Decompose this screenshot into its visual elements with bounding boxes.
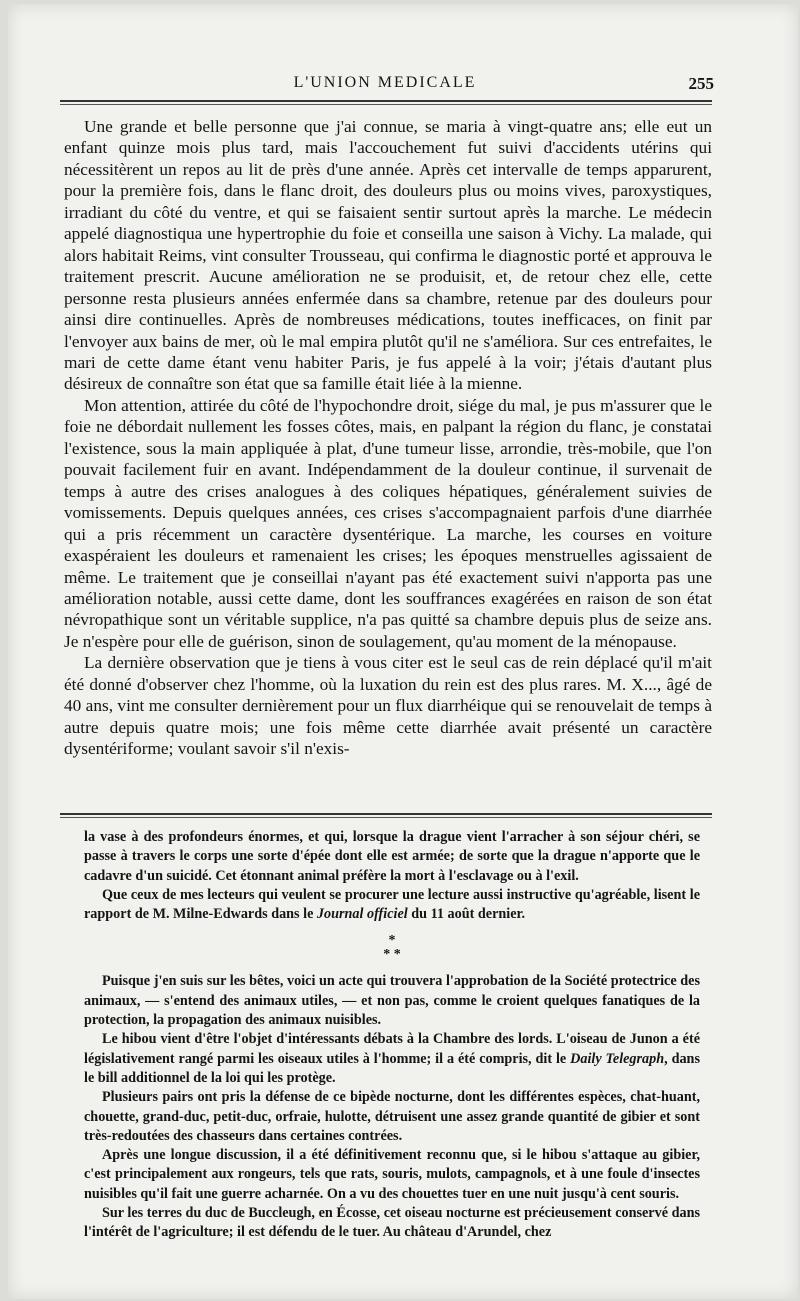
feuilleton-paragraph: Puisque j'en suis sur les bêtes, voici un acte qui trouvera l'approbation de la Société protectrice des animaux, — s'entend des animaux utiles, — et non pas, comme le croient quelques fanatiques de la protection, la propagation des animaux nuisibles. (84, 973, 700, 1029)
feuilleton-text: Le hibou vient d'être l'objet d'intéressants débats à la Chambre des lords. L'oiseau de Junon a été législativement rangé parmi les oiseaux utiles à l'homme; il a été compris, dit le (84, 1031, 700, 1067)
feuilleton-text: du 11 août dernier. (407, 906, 526, 923)
main-article (64, 116, 712, 760)
feuilleton-text: Que ceux de mes lecteurs qui veulent se procurer une lecture aussi instructive qu'agréable, lisent le rapport de M. Milne-Edwards dans le (84, 886, 700, 923)
feuilleton-paragraph (84, 886, 700, 925)
feuilleton-rule (60, 813, 712, 818)
feuilleton-text: , dans le bill additionnel de la loi qui les protège. (84, 1050, 700, 1086)
daily-telegraph-ref: Daily Telegraph (570, 1050, 665, 1067)
page-number: 255 (688, 74, 714, 93)
article-paragraph: Une grande et belle personne que j'ai connue, se maria à vingt-quatre ans; elle eut un enfant quinze mois plus tard, mais l'accouchement fut suivi d'accidents utérins qui nécessitèrent un repos au lit de près d'une année. Après cet intervalle de temps apparurent, pour la première fois, dans le flanc droit, des douleurs plus ou moins vives, paroxystiques, irradiant du côté du ventre, et qui se faisaient sentir surtout après la marche. Le médecin appelé diagnostiqua une hypertrophie du foie et conseilla une saison à Vichy. La malade, qui alors habitait Reims, vint consulter Trousseau, qui confirma le diagnostic porté et approuva le traitement prescrit. Aucune amélioration ne se produisit, et, de retour chez elle, cette personne resta plusieurs années enfermée dans sa chambre, retenue par des douleurs pour ainsi dire continuelles. Après de nombreuses médications, toutes inefficaces, on finit par l'envoyer aux bains de mer, où le mal empira plutôt qu'il ne s'améliora. Sur ces entrefaites, le mari de cette dame étant venu habiter Paris, je fus appelé à la voir; j'étais d'autant plus désireux de connaître son état que sa famille était liée à la mienne. (64, 117, 712, 394)
asterism (84, 924, 700, 972)
asterism-bottom: * * (383, 947, 401, 963)
feuilleton-paragraph: Sur les terres du duc de Buccleugh, en Écosse, cet oiseau nocturne est précieusement conservé dans l'intérêt de l'agriculture; il est défendu de le tuer. Au château d'Arundel, chez (84, 1205, 700, 1241)
journal-title: L'UNION MEDICALE (293, 74, 477, 91)
feuilleton-paragraph (84, 1030, 700, 1088)
article-paragraph: La dernière observation que je tiens à vous citer est le seul cas de rein déplacé qu'il m'ait été donné d'observer chez l'homme, où la luxation du rein est des plus rares. M. X..., âgé de 40 ans, vint me consulter dernièrement pour un flux diarrhéique qui se renouvelait de temps à autre depuis quatre mois; une fois même cette diarrhée avait présenté un caractère dysentériforme; voulant savoir s'il n'exis- (64, 653, 712, 759)
asterism-top: * (388, 933, 396, 949)
article-paragraph: Mon attention, attirée du côté de l'hypochondre droit, siége du mal, je pus m'assurer que le foie ne débordait nullement les fosses côtes, mais, en palpant la région du flanc, je constatai l'existence, sous la main appliquée à plat, d'une tumeur lisse, arrondie, très-mobile, que l'on pouvait facilement fuir en avant. Indépendamment de la douleur continue, il survenait de temps à autre des crises analogues à des coliques hépatiques, généralement suivies de vomissements. Depuis quelques années, ces crises s'accompagnaient parfois d'une diarrhée qui a pris récemment un caractère dysentérique. La marche, les courses en voiture exaspéraient les douleurs et ramenaient les crises; les époques menstruelles agissaient de même. Le traitement que je conseillai n'ayant pas été exactement suivi n'apporta pas une amélioration notable, aussi cette dame, dont les souffrances exagérées en raison de son état névropathique sont un véritable supplice, n'a pas quitté sa chambre depuis plus de seize ans. Je n'espère pour elle de guérison, sinon de soulagement, qu'au moment de la ménopause. (64, 395, 712, 651)
feuilleton-column (84, 828, 700, 1243)
journal-officiel-ref: Journal officiel (316, 906, 408, 923)
running-header (60, 74, 714, 94)
feuilleton-paragraph: la vase à des profondeurs énormes, et qui, lorsque la drague vient l'arracher à son séjour chéri, se passe à travers le corps une sorte d'épée dont elle est armée; de sorte que la drague n'apporte que le cadavre d'un suicidé. Cet étonnant animal préfère la mort à l'esclavage ou à l'exil. (84, 829, 700, 884)
feuilleton-paragraph: Après une longue discussion, il a été définitivement reconnu que, si le hibou s'attaque au gibier, c'est principalement aux rongeurs, tels que rats, souris, mulots, campagnols, et à une foule d'insectes nuisibles qu'il fait une guerre acharnée. On a vu des chouettes tuer en une nuit jusqu'à cent souris. (84, 1147, 700, 1202)
header-rule (60, 100, 712, 105)
feuilleton-paragraph: Plusieurs pairs ont pris la défense de ce bipède nocturne, dont les différentes espèces, chat-huant, chouette, grand-duc, petit-duc, orfraie, hulotte, détruisent une assez grande quantité de gibier et sont très-redoutées des chasseurs dans certaines contrées. (84, 1089, 700, 1144)
